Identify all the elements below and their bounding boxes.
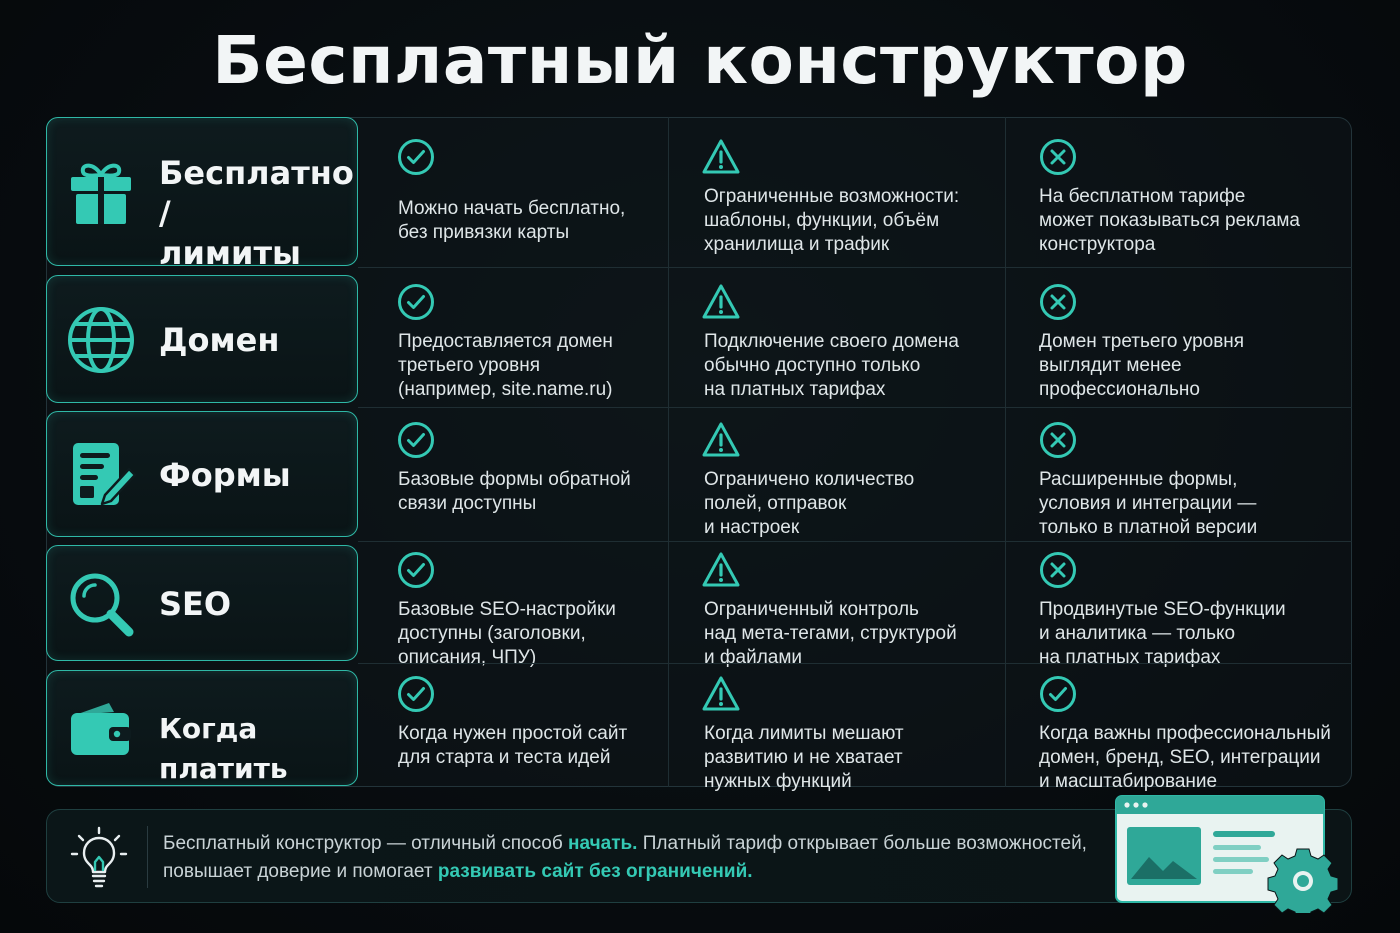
check-circle-icon xyxy=(396,282,436,322)
x-circle-icon xyxy=(1038,420,1078,460)
table-row xyxy=(46,407,1352,541)
table-row xyxy=(46,117,1352,267)
row-label-text: Домен xyxy=(159,321,280,359)
footer-text-part1: Бесплатный конструктор — отличный способ xyxy=(163,833,569,854)
table-row xyxy=(46,267,1352,407)
cell-con xyxy=(1005,542,1352,668)
footer-text xyxy=(163,830,1103,886)
cell-text: Ограничено количество полей, отправок и настроек xyxy=(704,469,915,538)
cell-text: Базовые SEO-настройки доступны (заголовки, описания, ЧПУ) xyxy=(398,599,616,668)
cell-limit xyxy=(668,408,1005,541)
cell-limit xyxy=(668,117,1005,267)
cell-text: Домен третьего уровня выглядит менее профессионально xyxy=(1039,331,1245,400)
cell-text: Ограниченный контроль над мета-тегами, структурой и файлами xyxy=(704,599,957,668)
lightbulb-icon xyxy=(67,824,131,890)
row-label-text: Бесплатно / лимиты xyxy=(159,153,354,272)
cell-pro xyxy=(358,268,668,407)
cell-text: На бесплатном тарифе может показываться реклама конструктора xyxy=(1039,186,1300,255)
cell-text: Когда важны профессиональный домен, бренд, SEO, интеграции и масштабирование xyxy=(1039,723,1331,792)
cell-text: Расширенные формы, условия и интеграции — только в платной версии xyxy=(1039,469,1258,538)
row-label-text: Когда платить xyxy=(159,712,288,785)
check-circle-icon xyxy=(396,550,436,590)
footer-highlight-start: начать. xyxy=(568,833,638,854)
warning-triangle-icon xyxy=(701,282,741,322)
row-label-text: SEO xyxy=(159,585,232,623)
cell-pro xyxy=(358,664,668,787)
cell-limit xyxy=(668,664,1005,792)
footer-text-part2: Платный тариф открывает больше возможностей, повышает доверие и помогает xyxy=(163,833,1087,882)
cell-pro xyxy=(358,408,668,541)
check-circle-icon xyxy=(396,137,436,177)
x-circle-icon xyxy=(1038,282,1078,322)
footer-highlight-grow: развивать сайт без ограничений. xyxy=(437,861,753,882)
x-circle-icon xyxy=(1038,137,1078,177)
cell-text: Подключение своего домена обычно доступно только на платных тарифах xyxy=(704,331,959,400)
cell-text: Ограниченные возможности: шаблоны, функции, объём хранилища и трафик xyxy=(704,186,960,255)
check-circle-icon xyxy=(1038,674,1078,714)
warning-triangle-icon xyxy=(701,674,741,714)
cell-con xyxy=(1005,117,1352,267)
check-circle-icon xyxy=(396,420,436,460)
cell-pro xyxy=(358,542,668,668)
cell-text: Когда нужен простой сайт для старта и теста идей xyxy=(398,723,628,768)
cell-text: Продвинутые SEO-функции и аналитика — только на платных тарифах xyxy=(1039,599,1286,668)
warning-triangle-icon xyxy=(701,550,741,590)
table-row xyxy=(46,663,1352,792)
warning-triangle-icon xyxy=(701,137,741,177)
website-settings-illustration xyxy=(1113,793,1343,913)
cell-limit xyxy=(668,542,1005,668)
check-circle-icon xyxy=(396,674,436,714)
x-circle-icon xyxy=(1038,550,1078,590)
cell-text: Предоставляется домен третьего уровня (например, site.name.ru) xyxy=(398,331,613,400)
row-label-text: Формы xyxy=(159,456,291,494)
cell-limit xyxy=(668,268,1005,407)
cell-text: Базовые формы обратной связи доступны xyxy=(398,469,631,514)
cell-con xyxy=(1005,268,1352,407)
cell-pro xyxy=(358,117,668,267)
cell-text: Когда лимиты мешают развитию и не хватает нужных функций xyxy=(704,723,904,792)
warning-triangle-icon xyxy=(701,420,741,460)
table-row xyxy=(46,541,1352,668)
cell-con xyxy=(1005,408,1352,541)
page-title: Бесплатный конструктор xyxy=(212,22,1188,99)
cell-text: Можно начать бесплатно, без привязки карты xyxy=(398,198,626,243)
cell-con xyxy=(1005,664,1352,792)
footer-divider xyxy=(147,826,148,888)
